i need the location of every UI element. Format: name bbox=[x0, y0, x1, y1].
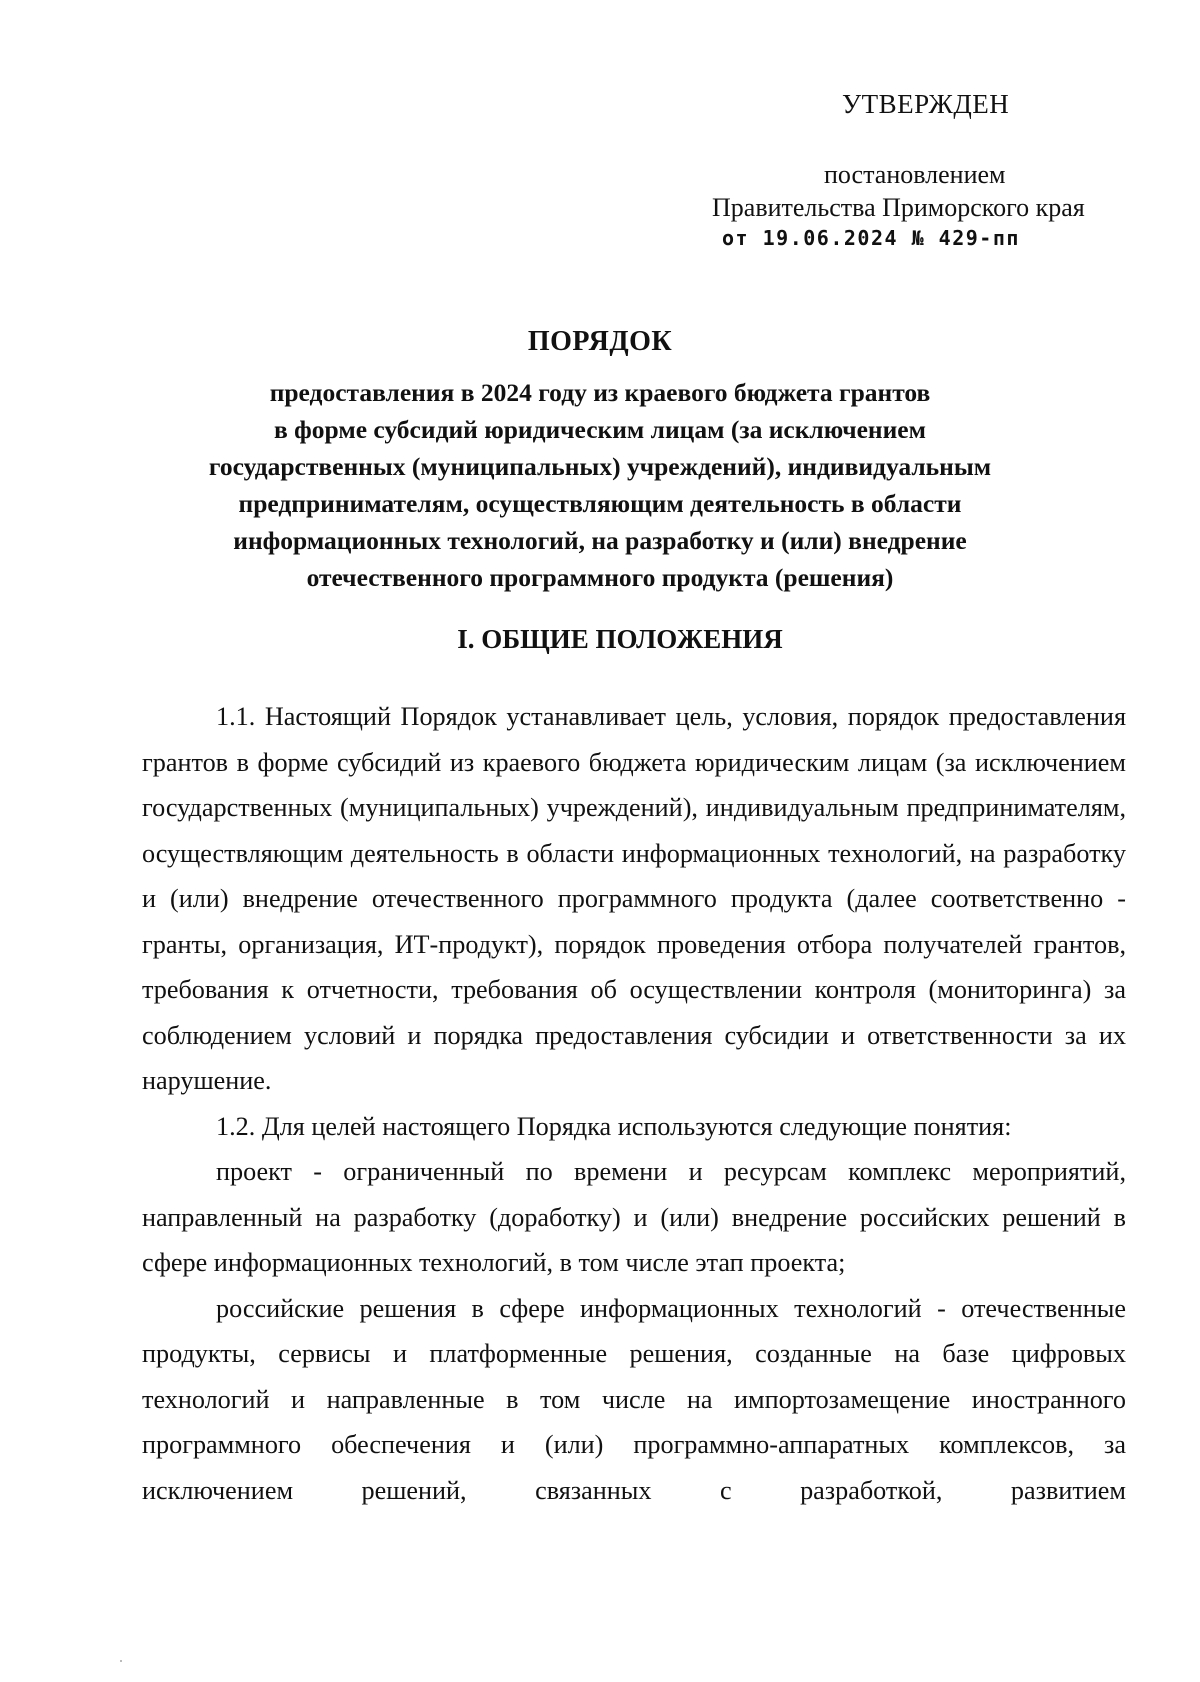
subtitle-line: в форме субсидий юридическим лицам (за исключением bbox=[274, 415, 926, 444]
subtitle-line: отечественного программного продукта (решения) bbox=[306, 563, 894, 592]
paragraph-definition-russian-solutions: российские решения в сфере информационных технологий - отечественные продукты, сервисы и платформенные решения, созданные на базе цифровых технологий и направленные в том числе на импортозамещение иностранного программного обеспечения и (или) программно-аппаратных комплексов, за исключением решений, связанных с разработкой, развитием bbox=[142, 1293, 1126, 1505]
section-heading: I. ОБЩИЕ ПОЛОЖЕНИЯ bbox=[457, 624, 783, 654]
subtitle-line: информационных технологий, на разработку и (или) внедрение bbox=[233, 526, 967, 555]
approval-line-government: Правительства Приморского края bbox=[712, 193, 1085, 222]
document-title: ПОРЯДОК bbox=[527, 326, 673, 357]
approval-line-date-number: от 19.06.2024 № 429-пп bbox=[722, 226, 1020, 250]
subtitle-line: предоставления в 2024 году из краевого бюджета грантов bbox=[269, 378, 931, 407]
paragraph-1-2: 1.2. Для целей настоящего Порядка используются следующие понятия: bbox=[216, 1111, 1012, 1141]
approval-line-decree: постановлением bbox=[824, 160, 1006, 189]
paragraph-definition-project: проект - ограниченный по времени и ресурсам комплекс мероприятий, направленный на разработку (доработку) и (или) внедрение российских решений в сфере информационных технологий, в том числе этап проекта; bbox=[142, 1157, 1126, 1277]
paragraph-1-1: 1.1. Настоящий Порядок устанавливает цель, условия, порядок предоставления грантов в форме субсидий из краевого бюджета юридическим лицам (за исключением государственных (муниципальных) учреждений), индивидуальным предпринимателям, осуществляющим деятельность в области информационных технологий, на разработку и (или) внедрение отечественного программного продукта (далее соответственно - гранты, организация, ИТ-продукт), порядок проведения отбора получателей грантов, требования к отчетности, требования об осуществлении контроля (мониторинга) за соблюдением условий и порядка предоставления субсидии и ответственности за их нарушение. bbox=[142, 702, 1126, 1095]
approval-title: УТВЕРЖДЕН bbox=[842, 89, 1010, 119]
document-subtitle bbox=[140, 374, 1060, 596]
subtitle-line: государственных (муниципальных) учреждений), индивидуальным bbox=[208, 452, 992, 481]
section-body bbox=[142, 694, 1126, 1513]
scan-artifact bbox=[120, 1660, 122, 1662]
subtitle-line: предпринимателям, осуществляющим деятельность в области bbox=[238, 489, 962, 518]
